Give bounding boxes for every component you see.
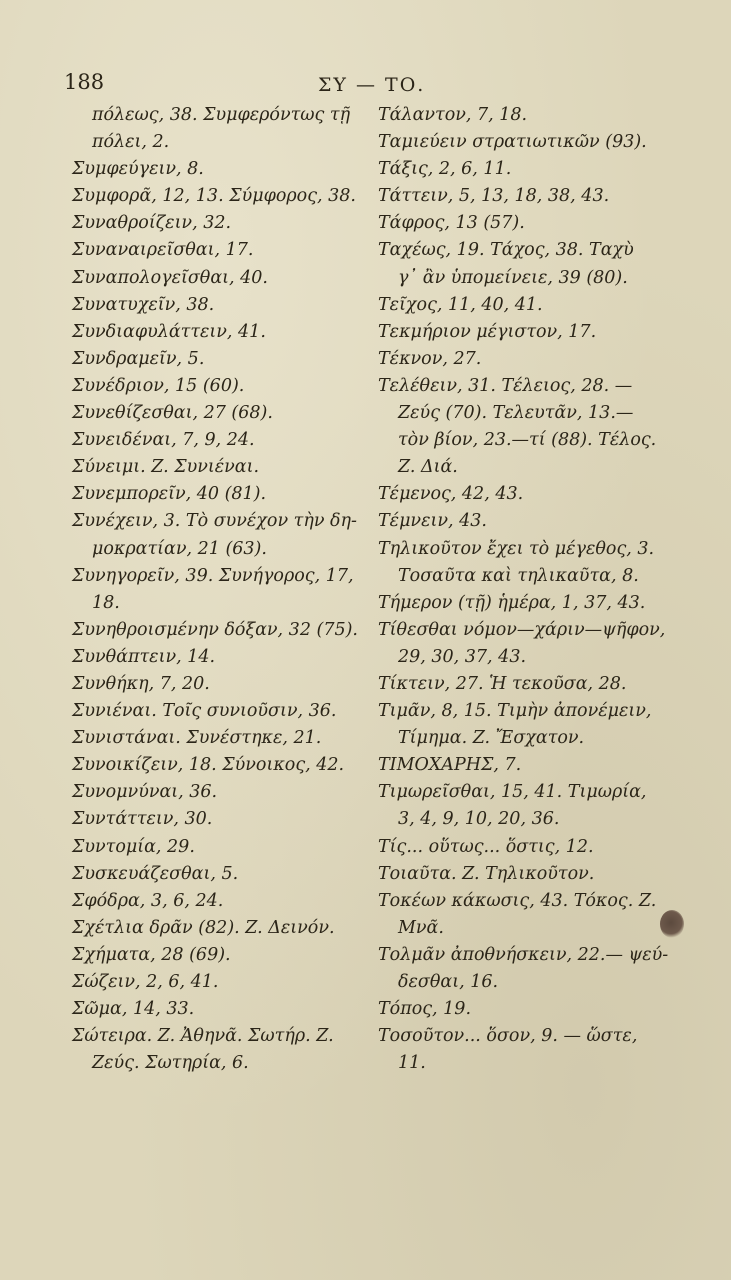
- index-entry-line: γ᾽ ἂν ὑπομείνειε, 39 (80).: [398, 267, 628, 288]
- index-entry-line: Συναναιρεῖσθαι, 17.: [72, 240, 254, 261]
- index-entry-line: Τοκέων κάκωσις, 43. Τόκος. Z.: [378, 890, 657, 911]
- index-entry-line: μοκρατίαν, 21 (63).: [92, 538, 267, 559]
- index-entry-line: Τοσοῦτον... ὅσον, 9. — ὥστε,: [378, 1026, 638, 1047]
- index-entry-line: δεσθαι, 16.: [398, 972, 499, 992]
- index-entry-line: Ζεύς (70). Τελευτᾶν, 13.—: [398, 403, 634, 424]
- index-entry-line: Συνιστάναι. Συνέστηκε, 21.: [72, 728, 322, 749]
- index-entry-line: Συνηθροισμένην δόξαν, 32 (75).: [72, 619, 358, 640]
- index-entry-line: Τοιαῦτα. Z. Τηλικοῦτον.: [378, 863, 595, 884]
- index-entry-line: Συνέδριον, 15 (60).: [72, 375, 245, 396]
- index-entry-line: πόλεως, 38. Συμφερόντως τῇ: [92, 105, 351, 125]
- index-entry-line: Τιμᾶν, 8, 15. Τιμὴν ἀπονέμειν,: [378, 701, 652, 722]
- index-entry-line: Συμφεύγειν, 8.: [72, 159, 204, 180]
- index-column-left: [72, 102, 372, 1077]
- index-entry-line: Συνδιαφυλάττειν, 41.: [72, 321, 266, 342]
- index-entry-line: ΤΙΜΟΧΑΡΗΣ, 7.: [378, 755, 522, 776]
- index-entry-line: 11.: [398, 1053, 426, 1074]
- index-entry-line: Τάττειν, 5, 13, 18, 38, 43.: [378, 186, 610, 207]
- index-entry-line: τὸν βίον, 23.—τί (88). Τέλος.: [398, 430, 657, 451]
- running-head: ΣΥ — ΤΟ.: [318, 74, 426, 96]
- index-entry-line: Συνέχειν, 3. Τὸ συνέχον τὴν δη-: [72, 511, 357, 532]
- index-entry-line: Συνοικίζειν, 18. Σύνοικος, 42.: [72, 755, 345, 776]
- index-entry-line: 29, 30, 37, 43.: [398, 646, 527, 667]
- index-entry-line: Συνδραμεῖν, 5.: [72, 348, 205, 369]
- index-entry-line: Σφόδρα, 3, 6, 24.: [72, 890, 224, 911]
- index-entry-line: 3, 4, 9, 10, 20, 36.: [398, 809, 560, 830]
- index-entry-line: Τεκμήριον μέγιστον, 17.: [378, 321, 597, 342]
- index-entry-line: Τίκτειν, 27. Ἡ τεκοῦσα, 28.: [378, 673, 627, 694]
- index-entry-line: Συνατυχεῖν, 38.: [72, 294, 215, 315]
- index-entry-line: Τεῖχος, 11, 40, 41.: [378, 294, 543, 315]
- index-entry-line: Συνθήκη, 7, 20.: [72, 673, 210, 694]
- index-entry-line: 18.: [92, 592, 120, 613]
- index-entry-line: Συναθροίζειν, 32.: [72, 213, 232, 234]
- index-entry-line: Τέμνειν, 43.: [378, 511, 487, 532]
- index-entry-line: Μνᾶ.: [398, 917, 444, 938]
- index-entry-line: Συνομνύναι, 36.: [72, 782, 218, 803]
- index-entry-line: Τήμερον (τῇ) ἡμέρα, 1, 37, 43.: [378, 592, 646, 613]
- index-entry-line: Τελέθειν, 31. Τέλειος, 28. —: [378, 375, 633, 396]
- index-entry-line: Τέμενος, 42, 43.: [378, 484, 524, 505]
- index-entry-line: Συνεμπορεῖν, 40 (81).: [72, 484, 267, 505]
- index-entry-line: Σώζειν, 2, 6, 41.: [72, 972, 219, 992]
- index-entry-line: Σώτειρα. Z. Ἀθηνᾶ. Σωτήρ. Z.: [72, 1026, 334, 1047]
- index-entry-line: Τίμημα. Z. Ἔσχατον.: [398, 728, 585, 749]
- index-entry-line: Τάξις, 2, 6, 11.: [378, 159, 512, 180]
- index-entry-line: Ταχέως, 19. Τάχος, 38. Ταχὺ: [378, 240, 634, 261]
- index-entry-line: Τηλικοῦτον ἔχει τὸ μέγεθος, 3.: [378, 538, 655, 559]
- index-entry-line: Συντάττειν, 30.: [72, 809, 213, 830]
- index-entry-line: Ταμιεύειν στρατιωτικῶν (93).: [378, 132, 647, 153]
- index-entry-line: Σχήματα, 28 (69).: [72, 944, 231, 965]
- index-entry-line: Συντομία, 29.: [72, 836, 195, 857]
- index-entry-line: Ζεύς. Σωτηρία, 6.: [92, 1053, 249, 1074]
- index-entry-line: Συμφορᾶ, 12, 13. Σύμφορος, 38.: [72, 186, 356, 207]
- index-entry-line: Σχέτλια δρᾶν (82). Z. Δεινόν.: [72, 917, 335, 938]
- index-entry-line: Συνιέναι. Τοῖς συνιοῦσιν, 36.: [72, 701, 337, 722]
- index-entry-line: Σύνειμι. Z. Συνιέναι.: [72, 457, 260, 478]
- index-entry-line: Συνεθίζεσθαι, 27 (68).: [72, 403, 273, 424]
- index-entry-line: Συνθάπτειν, 14.: [72, 646, 216, 667]
- index-entry-line: Συναπολογεῖσθαι, 40.: [72, 267, 268, 288]
- index-entry-line: Σῶμα, 14, 33.: [72, 999, 195, 1020]
- index-entry-line: Τολμᾶν ἀποθνήσκειν, 22.— ψεύ-: [378, 944, 669, 965]
- index-column-right: [378, 102, 678, 1077]
- index-entry-line: Συσκευάζεσθαι, 5.: [72, 863, 239, 884]
- index-entry-line: Τίς... οὕτως... ὅστις, 12.: [378, 836, 594, 857]
- index-entry-line: Τάφρος, 13 (57).: [378, 213, 525, 234]
- index-entry-line: Συνηγορεῖν, 39. Συνήγορος, 17,: [72, 565, 354, 586]
- index-entry-line: Τίθεσθαι νόμον—χάριν—ψῆφον,: [378, 619, 666, 640]
- index-entry-line: Συνειδέναι, 7, 9, 24.: [72, 430, 255, 451]
- index-entry-line: Τόπος, 19.: [378, 999, 472, 1020]
- index-entry-line: πόλει, 2.: [92, 132, 170, 153]
- page-number: 188: [64, 70, 105, 94]
- index-entry-line: Τάλαντον, 7, 18.: [378, 105, 528, 125]
- index-entry-line: Τέκνον, 27.: [378, 348, 482, 369]
- index-entry-line: Τοσαῦτα καὶ τηλικαῦτα, 8.: [398, 565, 639, 586]
- index-entry-line: Z. Διά.: [398, 457, 458, 478]
- index-entry-line: Τιμωρεῖσθαι, 15, 41. Τιμωρία,: [378, 782, 647, 803]
- page-header: [0, 70, 731, 102]
